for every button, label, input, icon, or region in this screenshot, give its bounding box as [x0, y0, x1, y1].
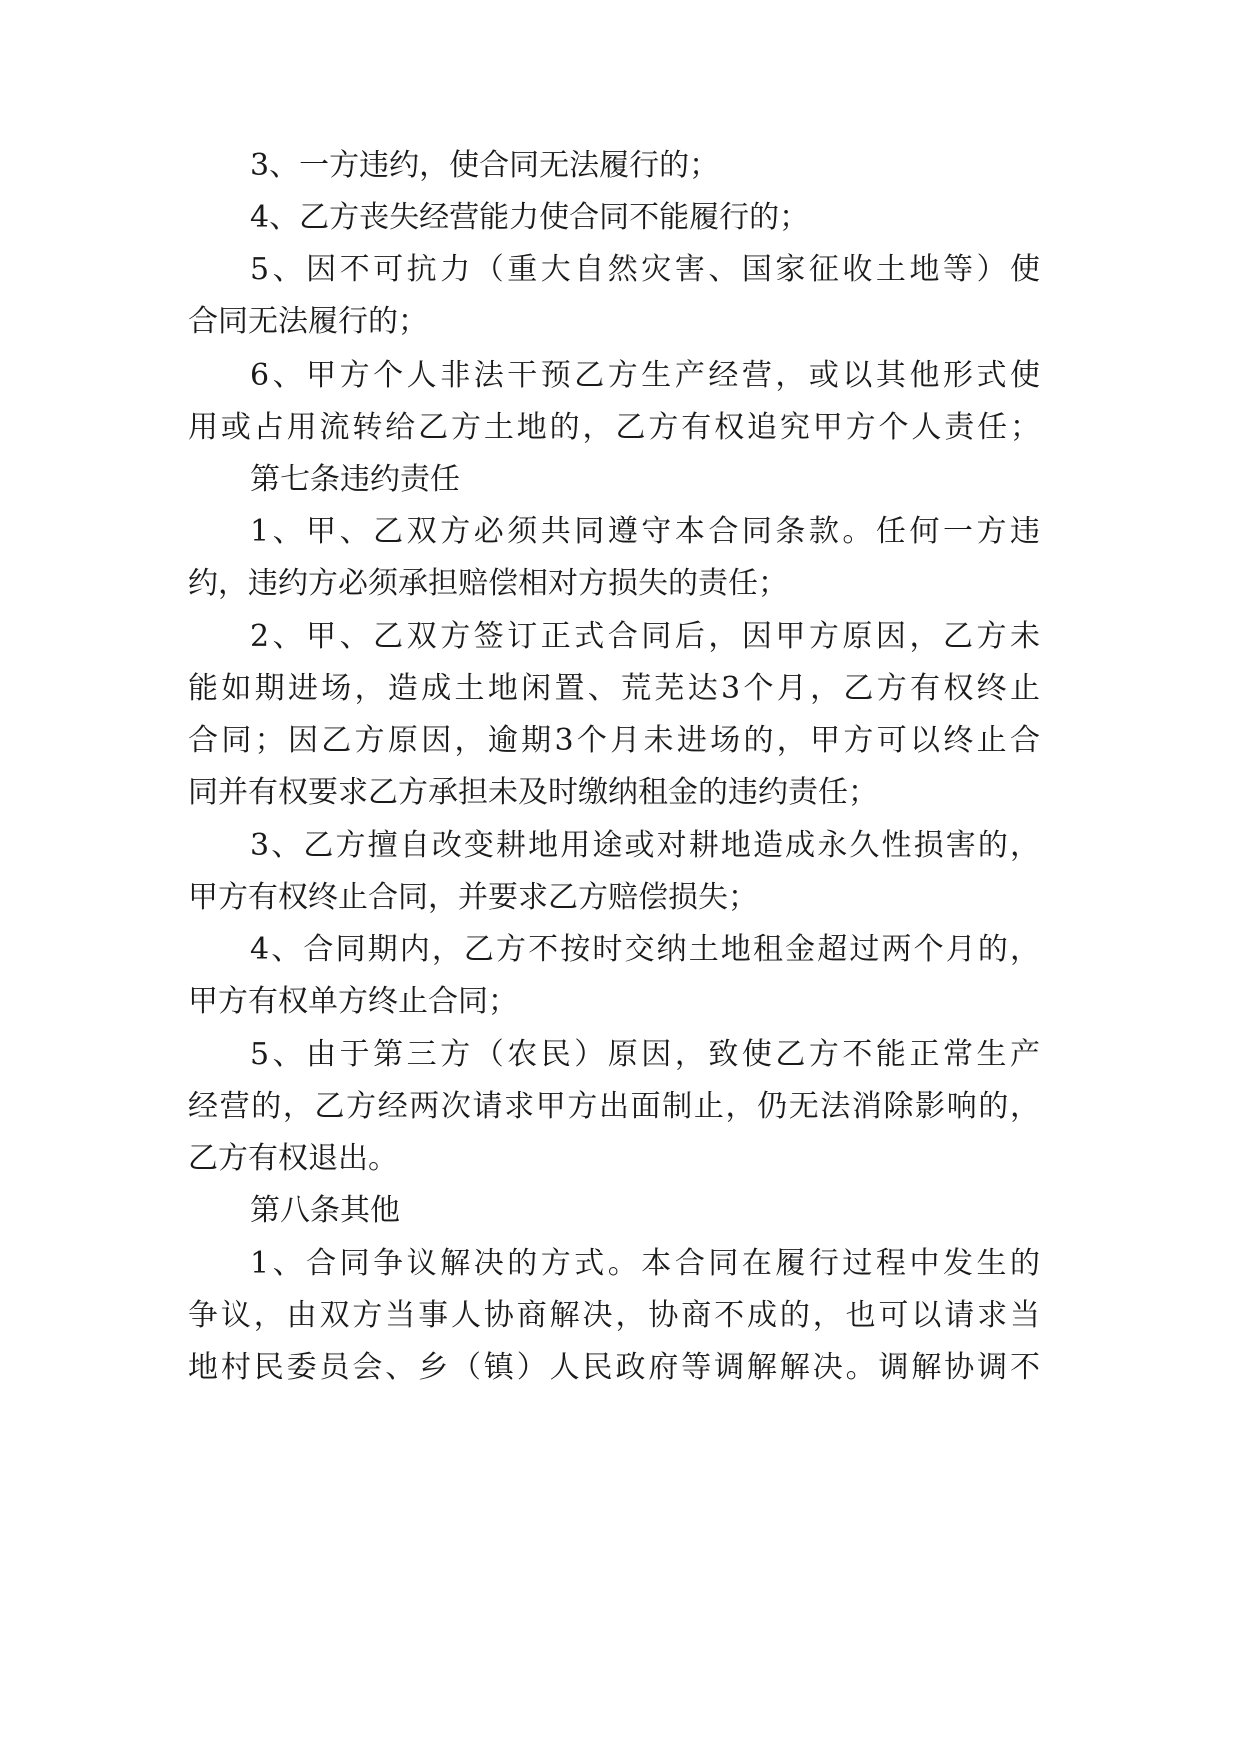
clause-continuation: 乙方有权退出。 [188, 1141, 398, 1176]
text-line [0, 716, 1241, 766]
text-line [0, 245, 1241, 295]
text-line [0, 1291, 1241, 1341]
clause-continuation: 地村民委员会、乡（镇）人民政府等调解解决。调解协调不 [188, 1350, 1040, 1385]
clause-item: 3、乙方擅自改变耕地用途或对耕地造成永久性损害的， [250, 828, 1040, 863]
clause-item: 3、一方违约，使合同无法履行的； [250, 148, 720, 183]
text-line [0, 559, 1241, 609]
clause-continuation: 同并有权要求乙方承担未及时缴纳租金的违约责任； [188, 775, 878, 810]
text-line [0, 768, 1241, 818]
clause-continuation: 经营的，乙方经两次请求甲方出面制止，仍无法消除影响的， [188, 1089, 1040, 1124]
text-line [0, 507, 1241, 557]
clause-item: 4、合同期内，乙方不按时交纳土地租金超过两个月的， [250, 932, 1040, 967]
text-line [0, 455, 1241, 505]
clause-item: 2、甲、乙双方签订正式合同后，因甲方原因，乙方未 [250, 619, 1040, 654]
clause-continuation: 甲方有权单方终止合同； [188, 984, 518, 1019]
text-line [0, 664, 1241, 714]
text-line [0, 1343, 1241, 1393]
text-line [0, 141, 1241, 191]
clause-item: 6、甲方个人非法干预乙方生产经营，或以其他形式使 [250, 358, 1040, 393]
text-line [0, 977, 1241, 1027]
text-line [0, 1030, 1241, 1080]
text-line [0, 193, 1241, 243]
clause-continuation: 争议，由双方当事人协商解决，协商不成的，也可以请求当 [188, 1298, 1040, 1333]
text-line [0, 821, 1241, 871]
text-line [0, 297, 1241, 347]
clause-continuation: 合同无法履行的； [188, 304, 428, 339]
clause-item: 1、合同争议解决的方式。本合同在履行过程中发生的 [250, 1246, 1040, 1281]
text-line [0, 873, 1241, 923]
text-line [0, 1134, 1241, 1184]
text-line [0, 1239, 1241, 1289]
clause-continuation: 约，违约方必须承担赔偿相对方损失的责任； [188, 566, 788, 601]
clause-continuation: 甲方有权终止合同，并要求乙方赔偿损失； [188, 880, 758, 915]
text-line [0, 403, 1241, 453]
clause-continuation: 合同；因乙方原因，逾期3个月未进场的，甲方可以终止合 [188, 723, 1040, 758]
clause-item: 5、由于第三方（农民）原因，致使乙方不能正常生产 [250, 1037, 1040, 1072]
section-heading: 第七条违约责任 [250, 462, 460, 497]
clause-continuation: 能如期进场，造成土地闲置、荒芜达3个月，乙方有权终止 [188, 671, 1040, 706]
text-line [0, 351, 1241, 401]
text-line [0, 1186, 1241, 1236]
clause-continuation: 用或占用流转给乙方土地的，乙方有权追究甲方个人责任； [188, 410, 1040, 445]
section-heading: 第八条其他 [250, 1193, 400, 1228]
clause-item: 4、乙方丧失经营能力使合同不能履行的； [250, 200, 810, 235]
text-line [0, 612, 1241, 662]
text-line [0, 925, 1241, 975]
text-line [0, 1082, 1241, 1132]
clause-item: 1、甲、乙双方必须共同遵守本合同条款。任何一方违 [250, 514, 1040, 549]
clause-item: 5、因不可抗力（重大自然灾害、国家征收土地等）使 [250, 252, 1040, 287]
